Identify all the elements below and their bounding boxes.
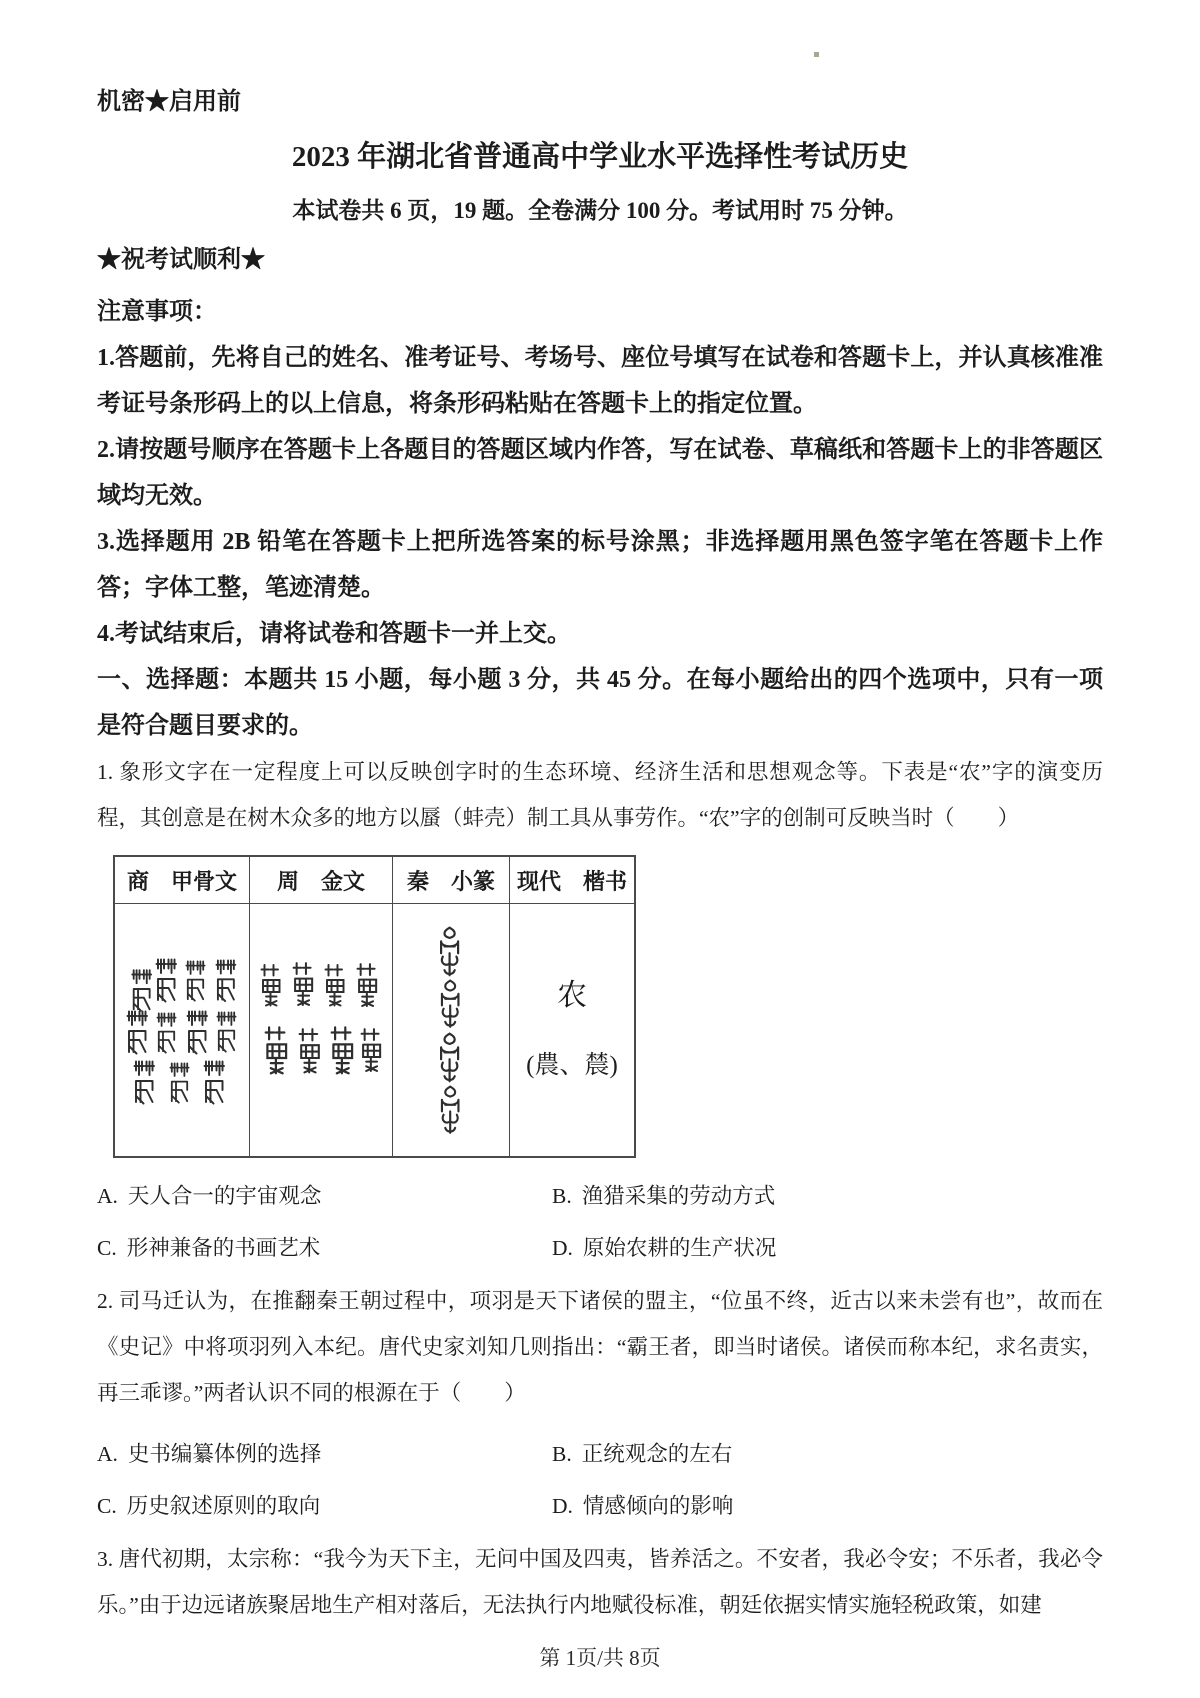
question-1: [97, 749, 1103, 1274]
option-d-text: 原始农耕的生产状况: [582, 1236, 777, 1260]
classification-label: 机密★启用前: [97, 89, 241, 115]
option-a: [97, 1170, 552, 1222]
option-a: [97, 1428, 552, 1480]
modern-character: 农: [557, 979, 587, 1012]
bronze-script-glyphs-icon: [256, 954, 386, 1106]
option-b-label: B.: [552, 1184, 572, 1208]
option-d-text: 情感倾向的影响: [582, 1494, 734, 1518]
question-3-stem: 3. 唐代初期，太宗称：“我今为天下主，无问中国及四夷，皆养活之。不安者，我必令安；不乐者，我必令乐。”由于边远诸族聚居地生产相对落后，无法执行内地赋役标准，朝廷依据实情实施轻税政策，如建: [97, 1547, 1103, 1617]
question-2-stem: 2. 司马迁认为，在推翻秦王朝过程中，项羽是天下诸侯的盟主，“位虽不终，近古以来未尝有也”，故而在《史记》中将项羽列入本纪。唐代史家刘知几则指出：“霸王者，即当时诸侯。诸侯而称本纪，求名责实，再三乖谬。”两者认识不同的根源在于（ ）: [97, 1289, 1103, 1405]
header-zhou-bronze: 周 金文: [250, 856, 393, 904]
option-b: [552, 1428, 1103, 1480]
option-c-label: C.: [97, 1236, 117, 1260]
option-a-label: A.: [97, 1442, 118, 1466]
option-a-text: 天人合一的宇宙观念: [127, 1184, 322, 1208]
evo-table-body: [114, 904, 635, 1158]
option-a-label: A.: [97, 1184, 118, 1208]
seal-glyphs-cell: [393, 904, 510, 1158]
page-number: 第 1页/共 8页: [539, 1646, 661, 1670]
header-qin-seal: 秦 小篆: [393, 856, 510, 904]
option-b: [552, 1170, 1103, 1222]
option-b-text: 正统观念的左右: [581, 1442, 733, 1466]
option-c: [97, 1480, 552, 1532]
exam-info-line: 本试卷共 6 页，19 题。全卷满分 100 分。考试用时 75 分钟。: [292, 198, 908, 223]
option-c-text: 形神兼备的书画艺术: [126, 1236, 321, 1260]
option-b-label: B.: [552, 1442, 572, 1466]
header-modern-kaishu: 现代 楷书: [510, 856, 636, 904]
bronze-glyphs-cell: [250, 904, 393, 1158]
option-d: [552, 1222, 1103, 1274]
wish-line: ★祝考试顺利★: [97, 247, 265, 273]
notice-item-4: 4.考试结束后，请将试卷和答题卡一并上交。: [97, 621, 571, 647]
evo-table-glyph-row: [114, 904, 635, 1158]
option-b-text: 渔猎采集的劳动方式: [581, 1184, 776, 1208]
scan-speck: [814, 52, 819, 57]
header-shang-oracle: 商 甲骨文: [114, 856, 250, 904]
question-1-stem: 1. 象形文字在一定程度上可以反映创字时的生态环境、经济生活和思想观念等。下表是“农”字的演变历程，其创意是在树木众多的地方以蜃（蚌壳）制工具从事劳作。“农”字的创制可反映当时（ ）: [97, 760, 1103, 830]
evo-table-head: [114, 856, 635, 904]
oracle-bone-glyphs-cell: [114, 904, 250, 1158]
option-d: [552, 1480, 1103, 1532]
notice-section: [97, 289, 1103, 657]
question-1-options: [97, 1170, 1103, 1274]
notice-heading: 注意事项：: [97, 299, 217, 325]
section-heading: 一、选择题：本题共 15 小题，每小题 3 分，共 45 分。在每小题给出的四个选项中，只有一项是符合题目要求的。: [97, 667, 1103, 739]
small-seal-script-glyphs-icon: [429, 924, 473, 1136]
page-title: 2023 年湖北省普通高中学业水平选择性考试历史: [291, 141, 909, 173]
option-d-label: D.: [552, 1236, 573, 1260]
character-evolution-table: [113, 855, 636, 1158]
option-c-text: 历史叙述原则的取向: [126, 1494, 321, 1518]
oracle-bone-script-glyphs-icon: [121, 954, 243, 1106]
question-2: [97, 1278, 1103, 1532]
option-d-label: D.: [552, 1494, 573, 1518]
question-2-options: [97, 1428, 1103, 1532]
option-a-text: 史书编纂体例的选择: [127, 1442, 322, 1466]
option-c-label: C.: [97, 1494, 117, 1518]
notice-item-2: 2.请按题号顺序在答题卡上各题目的答题区域内作答，写在试卷、草稿纸和答题卡上的非答题区域均无效。: [97, 437, 1103, 509]
notice-item-1: 1.答题前，先将自己的姓名、准考证号、考场号、座位号填写在试卷和答题卡上，并认真核准准考证号条形码上的以上信息，将条形码粘贴在答题卡上的指定位置。: [97, 345, 1103, 417]
modern-character-variants: (農、辳): [526, 1052, 618, 1079]
option-c: [97, 1222, 552, 1274]
notice-item-3: 3.选择题用 2B 铅笔在答题卡上把所选答案的标号涂黑；非选择题用黑色签字笔在答题卡上作答；字体工整，笔迹清楚。: [97, 529, 1103, 601]
evo-table-header-row: [114, 856, 635, 904]
modern-script-cell: [510, 904, 636, 1158]
question-3: [97, 1536, 1103, 1628]
